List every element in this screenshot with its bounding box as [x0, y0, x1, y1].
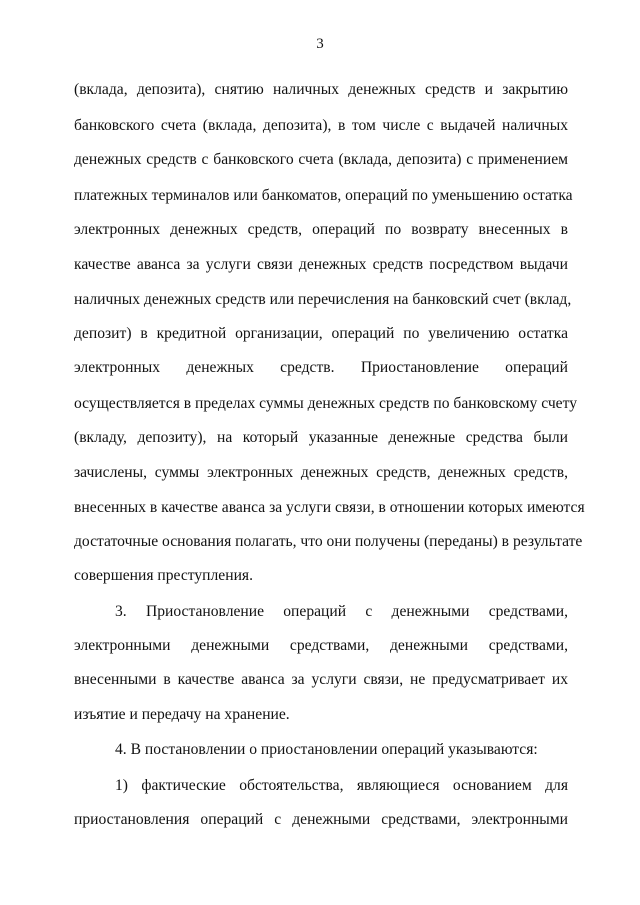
text-line: электронных денежных средств, операций по возврату внесенных в: [74, 221, 568, 238]
page-number: 3: [316, 36, 324, 52]
text-line: электронных денежных средств. Приостановление операций: [74, 359, 568, 376]
text-line: электронными денежными средствами, денежными средствами,: [74, 637, 568, 654]
text-line: депозит) в кредитной организации, операций по увеличению остатка: [74, 325, 568, 342]
text-line: совершения преступления.: [74, 567, 253, 584]
text-line: зачислены, суммы электронных денежных средств, денежных средств,: [74, 464, 568, 481]
text-line: 1) фактические обстоятельства, являющиеся основанием для: [115, 777, 568, 794]
text-line: 4. В постановлении о приостановлении операций указываются:: [115, 741, 538, 758]
text-line: внесенных в качестве аванса за услуги связи, в отношении которых имеются: [74, 499, 585, 516]
text-line: качестве аванса за услуги связи денежных средств посредством выдачи: [74, 256, 568, 273]
text-line: 3. Приостановление операций с денежными средствами,: [115, 603, 568, 620]
text-line: банковского счета (вклада, депозита), в том числе с выдачей наличных: [74, 117, 568, 134]
text-line: достаточные основания полагать, что они получены (переданы) в результате: [74, 533, 583, 550]
text-line: изъятие и передачу на хранение.: [74, 706, 290, 723]
text-line: платежных терминалов или банкоматов, операций по уменьшению остатка: [74, 187, 573, 204]
text-line: приостановления операций с денежными средствами, электронными: [74, 811, 568, 828]
text-line: наличных денежных средств или перечисления на банковский счет (вклад,: [74, 291, 572, 308]
text-line: денежных средств с банковского счета (вклада, депозита) с применением: [74, 151, 568, 168]
text-line: (вклада, депозита), снятию наличных денежных средств и закрытию: [74, 81, 568, 98]
text-line: (вкладу, депозиту), на который указанные денежные средства были: [74, 429, 568, 446]
text-line: внесенными в качестве аванса за услуги связи, не предусматривает их: [74, 671, 568, 688]
text-line: осуществляется в пределах суммы денежных средств по банковскому счету: [74, 395, 577, 412]
